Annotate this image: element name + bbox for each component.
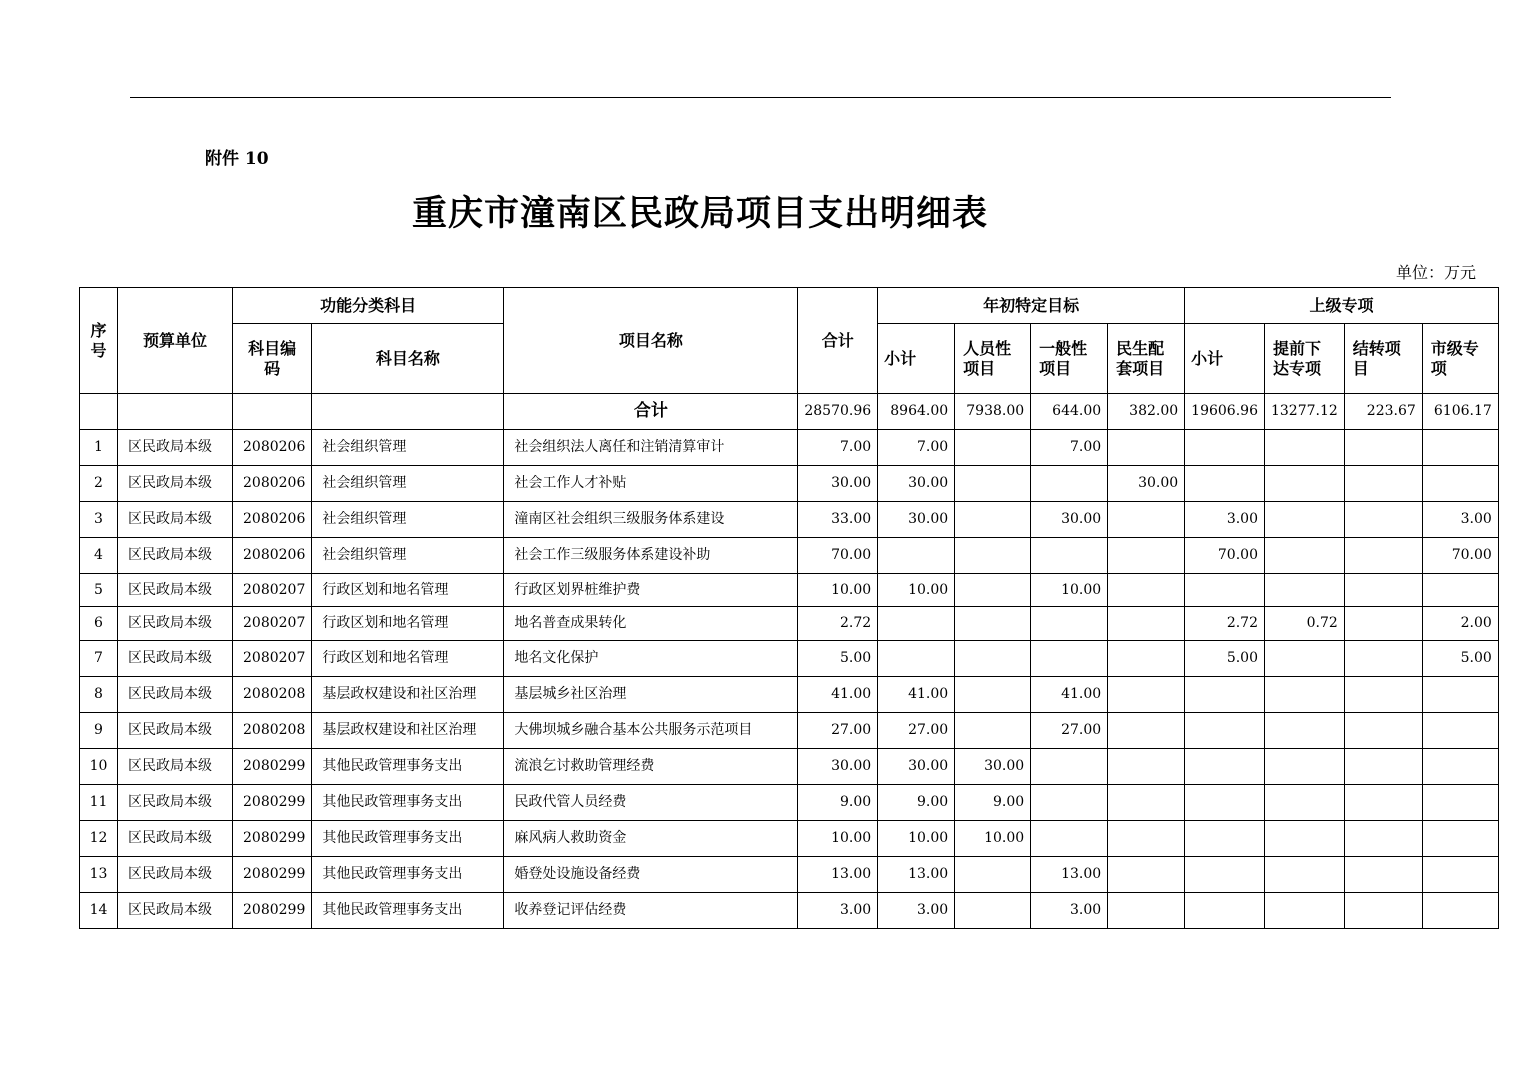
cell-at-general: 27.00 [1031, 713, 1108, 749]
cell-hs-advance [1264, 466, 1344, 502]
cell-seq: 14 [80, 893, 118, 929]
total-hs-carryover: 223.67 [1344, 394, 1422, 430]
total-hs-subtotal: 19606.96 [1185, 394, 1265, 430]
cell-at-personnel: 30.00 [955, 749, 1031, 785]
cell-unit: 区民政局本级 [118, 785, 233, 821]
cell-subject: 基层政权建设和社区治理 [312, 713, 504, 749]
table-row [80, 538, 1499, 574]
cell-at-subtotal: 30.00 [878, 502, 955, 538]
total-hs-city: 6106.17 [1422, 394, 1498, 430]
cell-hs-carryover [1344, 466, 1422, 502]
cell-at-general: 3.00 [1031, 893, 1108, 929]
cell-hs-city [1422, 677, 1498, 713]
cell-at-general: 10.00 [1031, 574, 1108, 607]
cell-at-general [1031, 466, 1108, 502]
cell-unit: 区民政局本级 [118, 430, 233, 466]
cell-at-personnel [955, 466, 1031, 502]
cell-at-subtotal [878, 538, 955, 574]
cell-at-personnel [955, 857, 1031, 893]
cell-project: 潼南区社会组织三级服务体系建设 [504, 502, 798, 538]
cell-hs-advance [1264, 785, 1344, 821]
cell-hs-city [1422, 466, 1498, 502]
cell-at-subtotal [878, 641, 955, 677]
cell-subject: 社会组织管理 [312, 466, 504, 502]
table-row [80, 785, 1499, 821]
cell-seq: 12 [80, 821, 118, 857]
cell-unit: 区民政局本级 [118, 677, 233, 713]
cell-at-general [1031, 538, 1108, 574]
cell-project: 社会工作三级服务体系建设补助 [504, 538, 798, 574]
header-subject-name: 科目名称 [312, 324, 504, 394]
cell-hs-carryover [1344, 785, 1422, 821]
cell-total: 10.00 [798, 821, 878, 857]
cell-code: 2080208 [233, 677, 312, 713]
cell-at-general: 7.00 [1031, 430, 1108, 466]
table-row [80, 502, 1499, 538]
header-subject-code: 科目编 码 [233, 324, 312, 394]
header-budget-unit: 预算单位 [118, 288, 233, 394]
cell-hs-subtotal: 3.00 [1185, 502, 1265, 538]
cell-hs-subtotal [1185, 857, 1265, 893]
table-row [80, 607, 1499, 641]
cell-at-livelihood [1108, 430, 1185, 466]
cell-seq: 2 [80, 466, 118, 502]
cell-at-subtotal: 30.00 [878, 466, 955, 502]
cell-subject: 社会组织管理 [312, 430, 504, 466]
cell-at-personnel [955, 538, 1031, 574]
header-at-general: 一般性 项目 [1031, 324, 1108, 394]
cell-at-personnel [955, 574, 1031, 607]
cell-subject: 行政区划和地名管理 [312, 574, 504, 607]
cell-hs-subtotal [1185, 430, 1265, 466]
header-hs-advance: 提前下 达专项 [1264, 324, 1344, 394]
cell-hs-city: 2.00 [1422, 607, 1498, 641]
cell-hs-subtotal [1185, 821, 1265, 857]
cell-at-livelihood [1108, 785, 1185, 821]
cell-total: 2.72 [798, 607, 878, 641]
cell-seq: 6 [80, 607, 118, 641]
cell-at-general [1031, 607, 1108, 641]
cell-hs-advance [1264, 574, 1344, 607]
cell-hs-subtotal [1185, 713, 1265, 749]
cell-hs-carryover [1344, 857, 1422, 893]
cell-at-personnel: 10.00 [955, 821, 1031, 857]
cell-code: 2080207 [233, 641, 312, 677]
cell-hs-advance [1264, 430, 1344, 466]
cell-unit: 区民政局本级 [118, 538, 233, 574]
cell-hs-carryover [1344, 641, 1422, 677]
cell-unit: 区民政局本级 [118, 607, 233, 641]
header-hs-subtotal: 小计 [1185, 324, 1265, 394]
expenditure-table [79, 287, 1499, 929]
cell-hs-city [1422, 430, 1498, 466]
cell-at-personnel [955, 677, 1031, 713]
cell-seq: 11 [80, 785, 118, 821]
cell-subject: 其他民政管理事务支出 [312, 749, 504, 785]
cell-project: 基层城乡社区治理 [504, 677, 798, 713]
cell-hs-advance [1264, 538, 1344, 574]
cell-code: 2080206 [233, 430, 312, 466]
cell-hs-carryover [1344, 893, 1422, 929]
cell-total: 33.00 [798, 502, 878, 538]
header-hs-city: 市级专 项 [1422, 324, 1498, 394]
attachment-label: 附件 10 [205, 149, 269, 169]
cell-hs-subtotal [1185, 749, 1265, 785]
total-at-personnel: 7938.00 [955, 394, 1031, 430]
cell-hs-carryover [1344, 607, 1422, 641]
cell-total: 30.00 [798, 749, 878, 785]
cell-at-personnel [955, 607, 1031, 641]
cell-at-subtotal: 41.00 [878, 677, 955, 713]
cell-hs-carryover [1344, 713, 1422, 749]
cell-hs-advance: 0.72 [1264, 607, 1344, 641]
cell-hs-advance [1264, 641, 1344, 677]
cell-at-subtotal: 7.00 [878, 430, 955, 466]
cell-at-general [1031, 821, 1108, 857]
cell-unit: 区民政局本级 [118, 893, 233, 929]
cell-hs-city [1422, 821, 1498, 857]
cell-hs-city [1422, 893, 1498, 929]
header-seq: 序 号 [80, 288, 118, 394]
cell-hs-city [1422, 574, 1498, 607]
cell-total: 30.00 [798, 466, 878, 502]
cell-hs-advance [1264, 893, 1344, 929]
cell-total: 3.00 [798, 893, 878, 929]
cell-project: 地名普查成果转化 [504, 607, 798, 641]
table-row [80, 574, 1499, 607]
cell-total: 5.00 [798, 641, 878, 677]
cell-code: 2080207 [233, 574, 312, 607]
total-at-subtotal: 8964.00 [878, 394, 955, 430]
cell-code: 2080206 [233, 538, 312, 574]
cell-hs-subtotal: 2.72 [1185, 607, 1265, 641]
cell-total: 9.00 [798, 785, 878, 821]
cell-hs-advance [1264, 502, 1344, 538]
table-row [80, 677, 1499, 713]
cell-seq: 3 [80, 502, 118, 538]
total-row [80, 394, 1499, 430]
cell-hs-subtotal [1185, 785, 1265, 821]
header-rule [130, 97, 1391, 98]
cell-hs-advance [1264, 677, 1344, 713]
header-higher-special: 上级专项 [1185, 288, 1499, 324]
cell-unit: 区民政局本级 [118, 641, 233, 677]
cell-hs-subtotal [1185, 574, 1265, 607]
cell-at-personnel [955, 641, 1031, 677]
cell-total: 41.00 [798, 677, 878, 713]
cell-subject: 行政区划和地名管理 [312, 607, 504, 641]
cell-unit: 区民政局本级 [118, 821, 233, 857]
cell-subject: 其他民政管理事务支出 [312, 785, 504, 821]
header-at-subtotal: 小计 [878, 324, 955, 394]
cell-code: 2080206 [233, 502, 312, 538]
cell-at-subtotal: 27.00 [878, 713, 955, 749]
cell-hs-subtotal: 70.00 [1185, 538, 1265, 574]
cell-hs-carryover [1344, 749, 1422, 785]
cell-at-subtotal: 3.00 [878, 893, 955, 929]
cell-at-general [1031, 749, 1108, 785]
cell-project: 行政区划界桩维护费 [504, 574, 798, 607]
cell-seq: 9 [80, 713, 118, 749]
cell-seq: 8 [80, 677, 118, 713]
total-at-livelihood: 382.00 [1108, 394, 1185, 430]
cell-at-subtotal: 13.00 [878, 857, 955, 893]
cell-hs-carryover [1344, 430, 1422, 466]
cell-project: 收养登记评估经费 [504, 893, 798, 929]
cell-subject: 其他民政管理事务支出 [312, 821, 504, 857]
cell-hs-subtotal: 5.00 [1185, 641, 1265, 677]
unit-label: 单位：万元 [1395, 263, 1476, 282]
cell-code: 2080207 [233, 607, 312, 641]
cell-project: 流浪乞讨救助管理经费 [504, 749, 798, 785]
cell-hs-advance [1264, 857, 1344, 893]
cell-unit: 区民政局本级 [118, 574, 233, 607]
cell-code: 2080299 [233, 785, 312, 821]
cell-seq: 7 [80, 641, 118, 677]
cell-code: 2080299 [233, 893, 312, 929]
cell-at-personnel [955, 430, 1031, 466]
cell-hs-city: 3.00 [1422, 502, 1498, 538]
total-label: 合计 [504, 394, 798, 430]
cell-seq: 4 [80, 538, 118, 574]
cell-unit: 区民政局本级 [118, 749, 233, 785]
cell-hs-city: 70.00 [1422, 538, 1498, 574]
cell-project: 大佛坝城乡融合基本公共服务示范项目 [504, 713, 798, 749]
cell-subject: 其他民政管理事务支出 [312, 893, 504, 929]
cell-at-subtotal: 9.00 [878, 785, 955, 821]
cell-project: 民政代管人员经费 [504, 785, 798, 821]
cell-unit: 区民政局本级 [118, 857, 233, 893]
table-row [80, 466, 1499, 502]
table-row [80, 893, 1499, 929]
cell-unit: 区民政局本级 [118, 502, 233, 538]
cell-at-livelihood [1108, 502, 1185, 538]
cell-hs-subtotal [1185, 677, 1265, 713]
cell-subject: 社会组织管理 [312, 538, 504, 574]
cell-total: 7.00 [798, 430, 878, 466]
header-total: 合计 [798, 288, 878, 394]
header-at-personnel: 人员性 项目 [955, 324, 1031, 394]
cell-hs-city: 5.00 [1422, 641, 1498, 677]
cell-code: 2080299 [233, 749, 312, 785]
cell-hs-advance [1264, 713, 1344, 749]
cell-total: 13.00 [798, 857, 878, 893]
cell-hs-city [1422, 749, 1498, 785]
cell-at-livelihood: 30.00 [1108, 466, 1185, 502]
cell-at-subtotal: 10.00 [878, 574, 955, 607]
cell-seq: 5 [80, 574, 118, 607]
cell-hs-carryover [1344, 538, 1422, 574]
cell-total: 10.00 [798, 574, 878, 607]
cell-seq: 1 [80, 430, 118, 466]
header-hs-carryover: 结转项 目 [1344, 324, 1422, 394]
cell-hs-city [1422, 857, 1498, 893]
cell-at-livelihood [1108, 713, 1185, 749]
cell-total: 27.00 [798, 713, 878, 749]
cell-unit: 区民政局本级 [118, 713, 233, 749]
cell-subject: 其他民政管理事务支出 [312, 857, 504, 893]
table-row [80, 430, 1499, 466]
table-row [80, 749, 1499, 785]
cell-hs-carryover [1344, 502, 1422, 538]
cell-hs-city [1422, 713, 1498, 749]
cell-at-general: 13.00 [1031, 857, 1108, 893]
cell-at-livelihood [1108, 749, 1185, 785]
cell-hs-carryover [1344, 677, 1422, 713]
total-at-general: 644.00 [1031, 394, 1108, 430]
cell-hs-advance [1264, 749, 1344, 785]
cell-project: 社会组织法人离任和注销清算审计 [504, 430, 798, 466]
cell-at-subtotal: 30.00 [878, 749, 955, 785]
header-func-class: 功能分类科目 [233, 288, 504, 324]
cell-code: 2080206 [233, 466, 312, 502]
cell-at-livelihood [1108, 607, 1185, 641]
cell-at-livelihood [1108, 821, 1185, 857]
cell-at-livelihood [1108, 857, 1185, 893]
cell-at-general [1031, 785, 1108, 821]
cell-at-livelihood [1108, 893, 1185, 929]
cell-code: 2080299 [233, 821, 312, 857]
cell-project: 地名文化保护 [504, 641, 798, 677]
header-project-name: 项目名称 [504, 288, 798, 394]
total-value: 28570.96 [798, 394, 878, 430]
cell-project: 社会工作人才补贴 [504, 466, 798, 502]
cell-project: 婚登处设施设备经费 [504, 857, 798, 893]
cell-subject: 基层政权建设和社区治理 [312, 677, 504, 713]
table-row [80, 641, 1499, 677]
page-title: 重庆市潼南区民政局项目支出明细表 [411, 193, 988, 234]
cell-total: 70.00 [798, 538, 878, 574]
cell-hs-carryover [1344, 821, 1422, 857]
table-row [80, 821, 1499, 857]
header-annual-target: 年初特定目标 [878, 288, 1185, 324]
header-at-livelihood: 民生配 套项目 [1108, 324, 1185, 394]
table-row [80, 857, 1499, 893]
cell-at-personnel: 9.00 [955, 785, 1031, 821]
cell-at-livelihood [1108, 641, 1185, 677]
cell-project: 麻风病人救助资金 [504, 821, 798, 857]
cell-subject: 社会组织管理 [312, 502, 504, 538]
total-hs-advance: 13277.12 [1264, 394, 1344, 430]
cell-hs-city [1422, 785, 1498, 821]
cell-at-personnel [955, 502, 1031, 538]
cell-at-personnel [955, 713, 1031, 749]
cell-unit: 区民政局本级 [118, 466, 233, 502]
cell-at-personnel [955, 893, 1031, 929]
cell-seq: 13 [80, 857, 118, 893]
cell-at-general: 41.00 [1031, 677, 1108, 713]
cell-seq: 10 [80, 749, 118, 785]
cell-hs-subtotal [1185, 466, 1265, 502]
cell-at-livelihood [1108, 538, 1185, 574]
cell-code: 2080299 [233, 857, 312, 893]
cell-at-livelihood [1108, 574, 1185, 607]
cell-at-subtotal [878, 607, 955, 641]
table-row [80, 713, 1499, 749]
cell-code: 2080208 [233, 713, 312, 749]
cell-at-general [1031, 641, 1108, 677]
cell-at-subtotal: 10.00 [878, 821, 955, 857]
cell-hs-carryover [1344, 574, 1422, 607]
cell-hs-advance [1264, 821, 1344, 857]
cell-subject: 行政区划和地名管理 [312, 641, 504, 677]
cell-at-general: 30.00 [1031, 502, 1108, 538]
cell-hs-subtotal [1185, 893, 1265, 929]
cell-at-livelihood [1108, 677, 1185, 713]
